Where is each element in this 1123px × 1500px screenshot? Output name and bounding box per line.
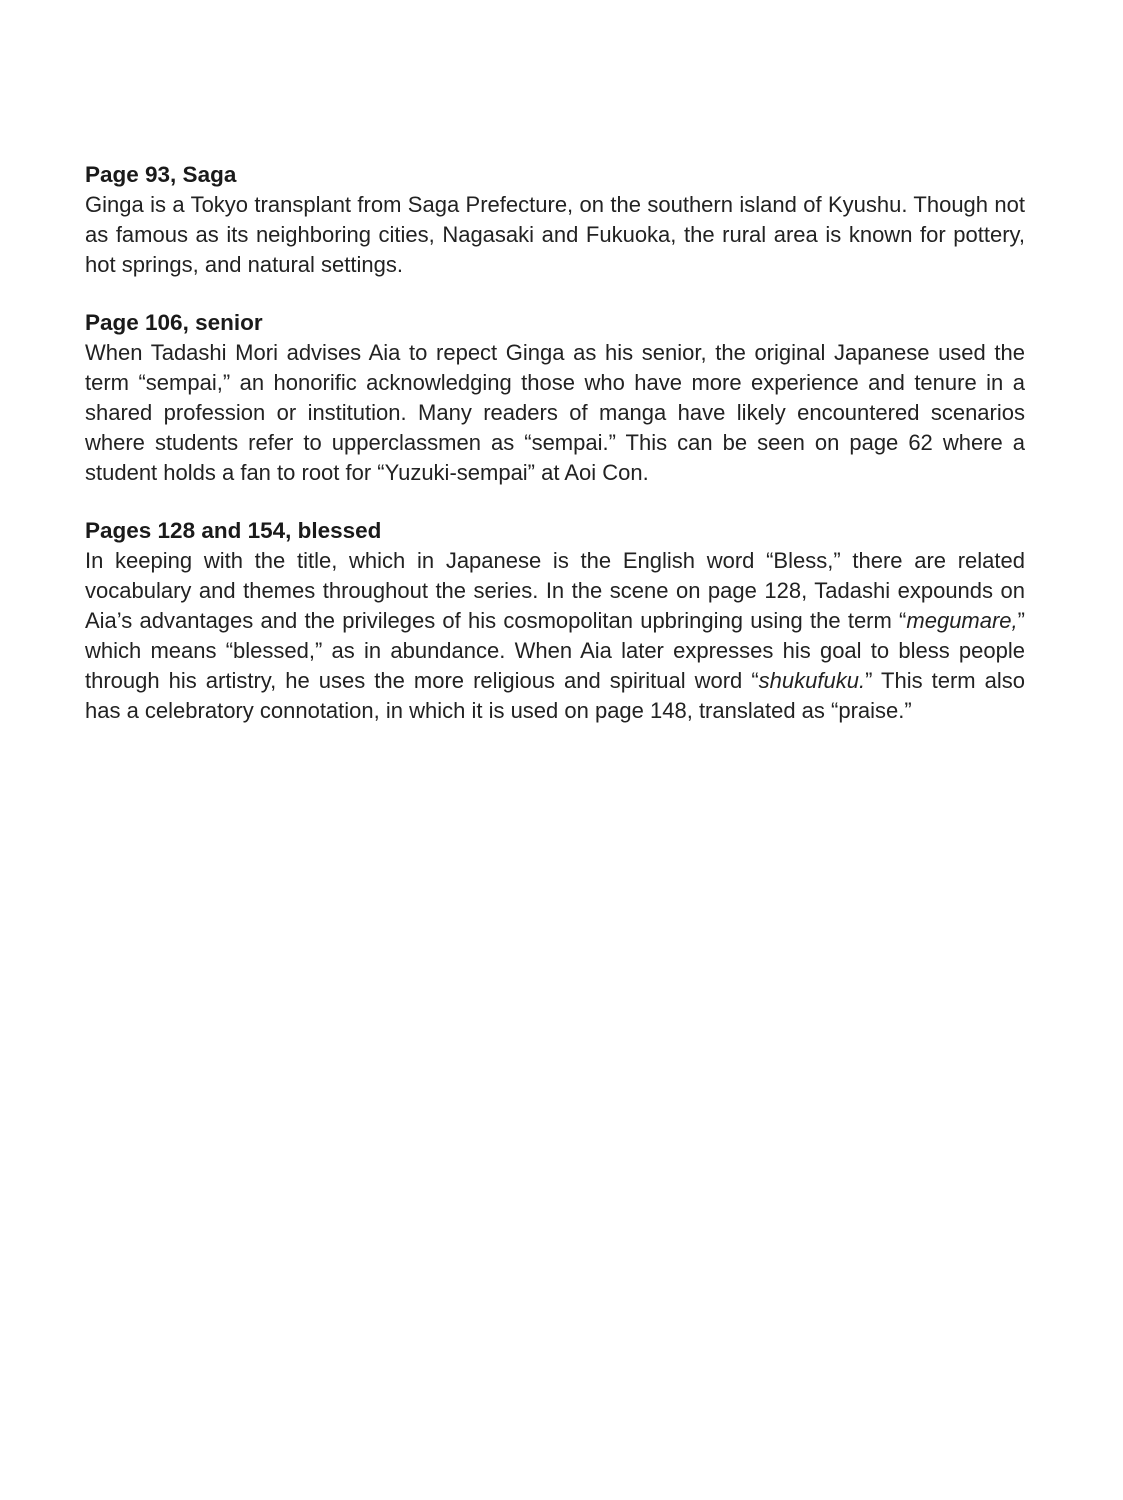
note-heading: Pages 128 and 154, blessed — [85, 518, 382, 543]
italic-term-megumare: megumare, — [906, 608, 1018, 633]
translation-notes-page — [85, 160, 1025, 754]
note-text: In keeping with the title, which in Japanese is the English word “Bless,” there are related vocabulary and themes throughout the series. In the scene on page 128, Tadashi expounds on Aia’s advantages and the privileges of his cosmopolitan upbringing using the term “ — [85, 548, 1025, 633]
note-text: ” This term also has a celebratory connotation, in which it is used on page 148, translated as “praise.” — [85, 668, 1026, 723]
note-saga — [85, 160, 1025, 280]
note-body — [85, 338, 1025, 488]
note-text: ” which means “blessed,” as in abundance. When Aia later expresses his goal to bless people through his artistry, he uses the more religious and spiritual word “ — [85, 608, 1025, 693]
note-heading: Page 93, Saga — [85, 162, 237, 187]
note-text: When Tadashi Mori advises Aia to repect Ginga as his senior, the original Japanese used the term “sempai,” an honorific acknowledging those who have more experience and tenure in a shared profession or institution. Many readers of manga have likely encountered scenarios where students refer to upperclassmen as “sempai.” This can be seen on page 62 where a student holds a fan to root for “Yuzuki-sempai” at Aoi Con. — [85, 340, 1025, 485]
italic-term-shukufuku: shukufuku. — [758, 668, 866, 693]
note-text: Ginga is a Tokyo transplant from Saga Prefecture, on the southern island of Kyushu. Though not as famous as its neighboring cities, Nagasaki and Fukuoka, the rural area is known for pottery, hot springs, and natural settings. — [85, 192, 1025, 277]
note-blessed — [85, 516, 1025, 726]
note-body — [85, 190, 1025, 280]
note-body — [85, 546, 1025, 726]
note-heading: Page 106, senior — [85, 310, 263, 335]
note-senior — [85, 308, 1025, 488]
